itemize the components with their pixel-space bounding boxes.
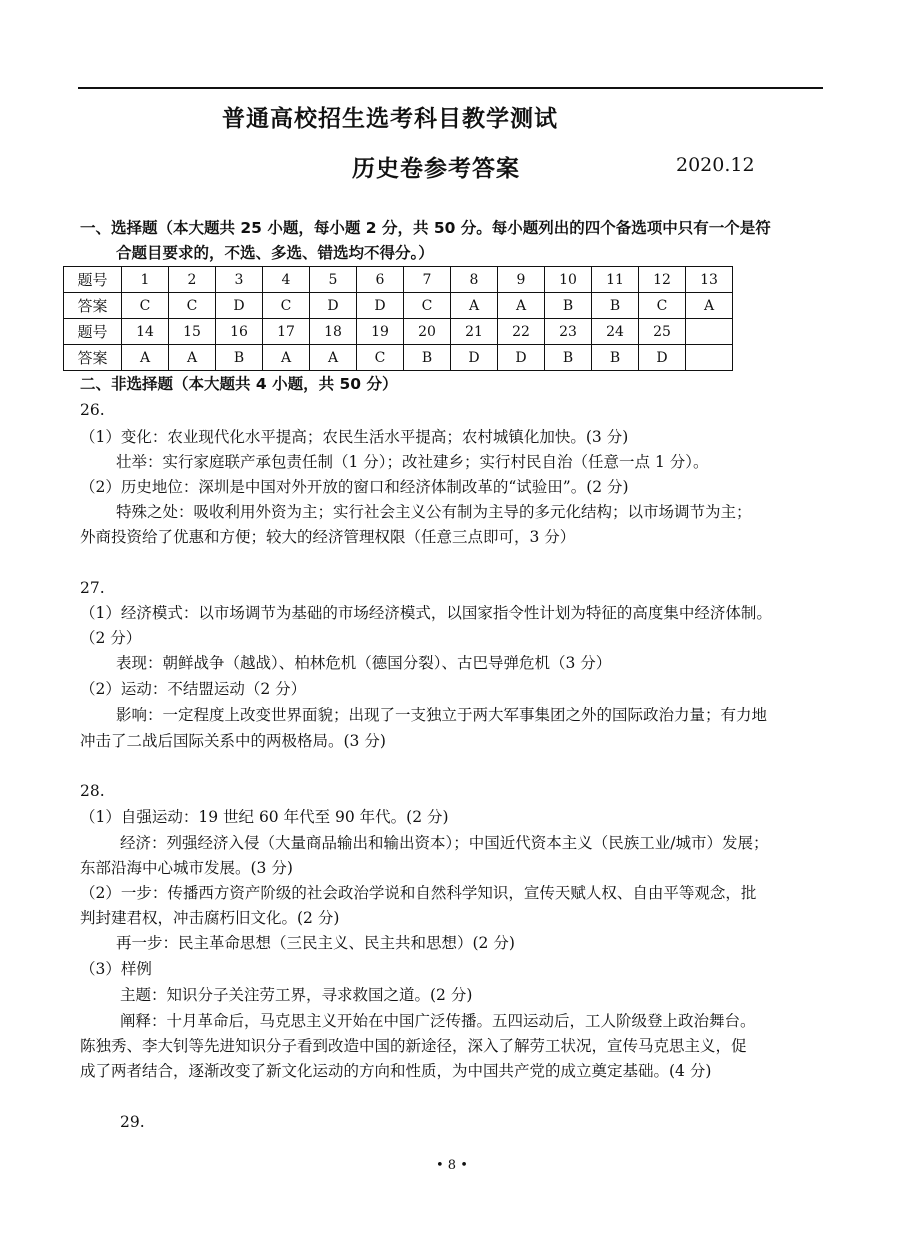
question-number-cell: 1 (122, 267, 169, 293)
page-number: • 8 • (436, 1158, 468, 1173)
answer-text-line: （2）历史地位：深圳是中国对外开放的窗口和经济体制改革的“试验田”。(2 分) (80, 478, 629, 496)
section1-heading-cont: 合题目要求的，不选、多选、错选均不得分。） (116, 244, 434, 262)
question-number-row-label: 题号 (64, 267, 122, 293)
answer-cell: A (122, 345, 169, 371)
answer-text-line: 壮举：实行家庭联产承包责任制（1 分）；改社建乡；实行村民自治（任意一点 1 分）。 (116, 453, 709, 471)
document-date: 2020.12 (676, 154, 755, 176)
answer-cell: B (545, 293, 592, 319)
answer-cell: D (451, 345, 498, 371)
answer-cell: C (639, 293, 686, 319)
question-number-cell: 17 (263, 319, 310, 345)
answer-row (64, 345, 733, 371)
question-number-cell (686, 319, 733, 345)
document-title: 普通高校招生选考科目教学测试 (222, 106, 558, 132)
question-number-cell: 20 (404, 319, 451, 345)
answer-cell: D (357, 293, 404, 319)
question-number-cell: 6 (357, 267, 404, 293)
answer-text-line: 判封建君权，冲击腐朽旧文化。(2 分) (80, 909, 340, 927)
answer-cell: B (404, 345, 451, 371)
answer-text-line: （1）经济模式：以市场调节为基础的市场经济模式，以国家指令性计划为特征的高度集中经济体制。 (80, 604, 772, 622)
answer-text-line: 阐释：十月革命后，马克思主义开始在中国广泛传播。五四运动后，工人阶级登上政治舞台。 (120, 1012, 756, 1030)
answer-cell: B (545, 345, 592, 371)
answer-text-line: （1）自强运动：19 世纪 60 年代至 90 年代。(2 分) (80, 808, 449, 826)
section2-heading: 二、非选择题（本大题共 4 小题，共 50 分） (80, 375, 398, 393)
question-number-heading: 29. (120, 1113, 145, 1131)
question-number-cell: 23 (545, 319, 592, 345)
question-number-heading: 26. (80, 401, 105, 419)
answer-text-line: 影响：一定程度上改变世界面貌；出现了一支独立于两大军事集团之外的国际政治力量；有力地 (116, 706, 768, 724)
answer-text-line: 东部沿海中心城市发展。(3 分) (80, 859, 293, 877)
answer-cell: A (451, 293, 498, 319)
answer-cell: A (310, 345, 357, 371)
question-number-cell: 8 (451, 267, 498, 293)
question-number-cell: 14 (122, 319, 169, 345)
answer-row (64, 293, 733, 319)
question-number-cell: 9 (498, 267, 545, 293)
answer-cell: B (592, 293, 639, 319)
answer-cell: C (357, 345, 404, 371)
answer-text-line: 经济：列强经济入侵（大量商品输出和输出资本）；中国近代资本主义（民族工业/城市）发展； (120, 834, 769, 852)
question-number-cell: 16 (216, 319, 263, 345)
question-number-cell: 7 (404, 267, 451, 293)
answer-text-line: （2）运动：不结盟运动（2 分） (80, 680, 307, 698)
answer-cell: D (310, 293, 357, 319)
answer-cell: B (216, 345, 263, 371)
answer-cell: A (686, 293, 733, 319)
answer-text-line: 表现：朝鲜战争（越战）、柏林危机（德国分裂）、古巴导弹危机（3 分） (116, 654, 612, 672)
question-number-row-label: 题号 (64, 319, 122, 345)
answer-text-line: 主题：知识分子关注劳工界，寻求救国之道。(2 分) (120, 986, 473, 1004)
answer-cell: D (639, 345, 686, 371)
answer-text-line: （1）变化：农业现代化水平提高；农民生活水平提高；农村城镇化加快。(3 分) (80, 428, 629, 446)
question-number-heading: 28. (80, 782, 105, 800)
question-number-cell: 11 (592, 267, 639, 293)
question-number-cell: 15 (169, 319, 216, 345)
header-rule (78, 87, 823, 89)
answer-text-line: 再一步：民主革命思想（三民主义、民主共和思想）(2 分) (116, 934, 515, 952)
question-number-cell: 22 (498, 319, 545, 345)
question-number-cell: 3 (216, 267, 263, 293)
answer-text-line: （2）一步：传播西方资产阶级的社会政治学说和自然科学知识，宣传天赋人权、自由平等观念，批 (80, 884, 757, 902)
question-number-cell: 2 (169, 267, 216, 293)
question-number-cell: 12 (639, 267, 686, 293)
answer-text-line: （3）样例 (80, 960, 152, 978)
answer-cell: B (592, 345, 639, 371)
answer-cell: C (122, 293, 169, 319)
answer-text-line: 成了两者结合，逐渐改变了新文化运动的方向和性质，为中国共产党的成立奠定基础。(4 分) (80, 1062, 712, 1080)
question-number-cell: 10 (545, 267, 592, 293)
answer-text-line: 冲击了二战后国际关系中的两极格局。(3 分) (80, 732, 386, 750)
question-number-heading: 27. (80, 579, 105, 597)
answer-cell: C (169, 293, 216, 319)
answer-row-label: 答案 (64, 345, 122, 371)
question-number-cell: 4 (263, 267, 310, 293)
answer-cell: D (216, 293, 263, 319)
question-number-cell: 18 (310, 319, 357, 345)
section1-heading: 一、选择题（本大题共 25 小题，每小题 2 分，共 50 分。每小题列出的四个备选项中只有一个是符 (80, 219, 771, 237)
answer-cell: A (498, 293, 545, 319)
question-number-row (64, 319, 733, 345)
answer-text-line: 陈独秀、李大钊等先进知识分子看到改造中国的新途径，深入了解劳工状况，宣传马克思主义，促 (80, 1037, 747, 1055)
question-number-cell: 19 (357, 319, 404, 345)
question-number-cell: 5 (310, 267, 357, 293)
answer-cell: C (263, 293, 310, 319)
answer-cell (686, 345, 733, 371)
question-number-cell: 24 (592, 319, 639, 345)
answer-table (63, 266, 733, 371)
answer-cell: A (263, 345, 310, 371)
question-number-cell: 13 (686, 267, 733, 293)
question-number-cell: 21 (451, 319, 498, 345)
answer-text-line: 特殊之处：吸收利用外资为主；实行社会主义公有制为主导的多元化结构；以市场调节为主； (116, 503, 752, 521)
answer-cell: A (169, 345, 216, 371)
answer-cell: C (404, 293, 451, 319)
question-number-cell: 25 (639, 319, 686, 345)
answer-text-line: （2 分） (80, 629, 142, 647)
answer-cell: D (498, 345, 545, 371)
answer-text-line: 外商投资给了优惠和方便；较大的经济管理权限（任意三点即可，3 分） (80, 528, 576, 546)
answer-row-label: 答案 (64, 293, 122, 319)
question-number-row (64, 267, 733, 293)
document-subtitle: 历史卷参考答案 (352, 156, 520, 182)
